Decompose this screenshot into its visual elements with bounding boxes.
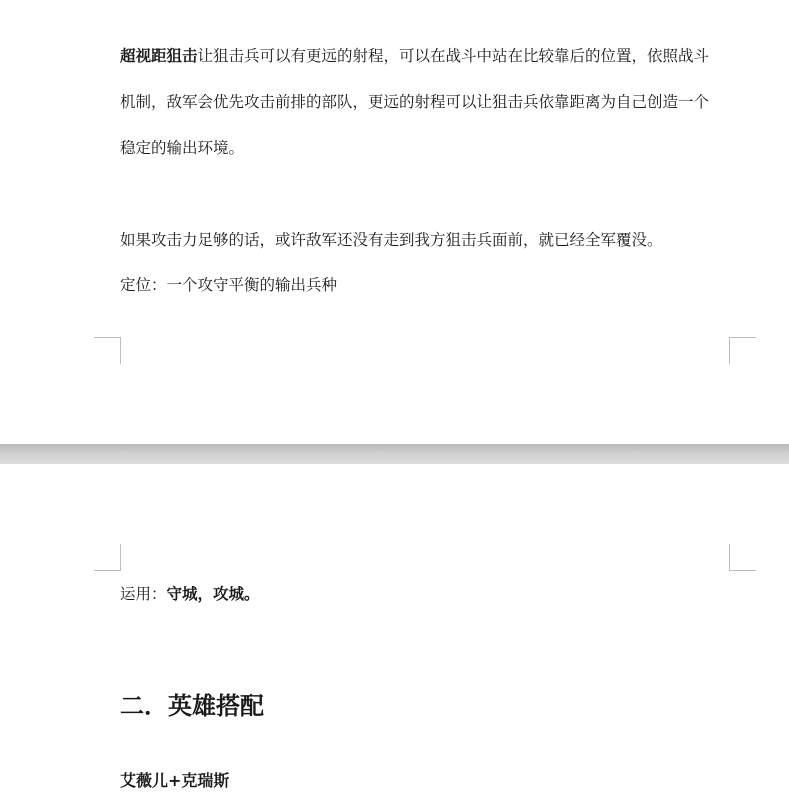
page-separator bbox=[0, 444, 789, 464]
paragraph-line: 定位：一个攻守平衡的输出兵种 bbox=[120, 276, 338, 294]
paragraph-line bbox=[120, 582, 740, 604]
page-corner-mark bbox=[94, 337, 121, 364]
page-corner-mark bbox=[729, 337, 756, 364]
paragraph-line bbox=[120, 44, 740, 66]
usage-label: 运用： bbox=[120, 585, 167, 603]
paragraph-line: 如果攻击力足够的话，或许敌军还没有走到我方狙击兵面前，就已经全军覆没。 bbox=[120, 231, 663, 249]
document-page-2 bbox=[0, 464, 789, 799]
paragraph-line: 机制，敌军会优先攻击前排的部队，更远的射程可以让狙击兵依靠距离为自己创造一个 bbox=[120, 93, 710, 111]
section-heading: 二．英雄搭配 bbox=[120, 692, 264, 720]
bold-term: 超视距狙击 bbox=[120, 47, 198, 65]
page-corner-mark bbox=[94, 544, 121, 571]
paragraph-line: 稳定的输出环境。 bbox=[120, 139, 245, 157]
page-corner-mark bbox=[729, 544, 756, 571]
usage-value: 守城，攻城。 bbox=[166, 585, 260, 603]
paragraph-text: 让狙击兵可以有更远的射程，可以在战斗中站在比较靠后的位置，依照战斗 bbox=[197, 47, 710, 65]
sub-heading: 艾薇儿+克瑞斯 bbox=[120, 771, 230, 790]
